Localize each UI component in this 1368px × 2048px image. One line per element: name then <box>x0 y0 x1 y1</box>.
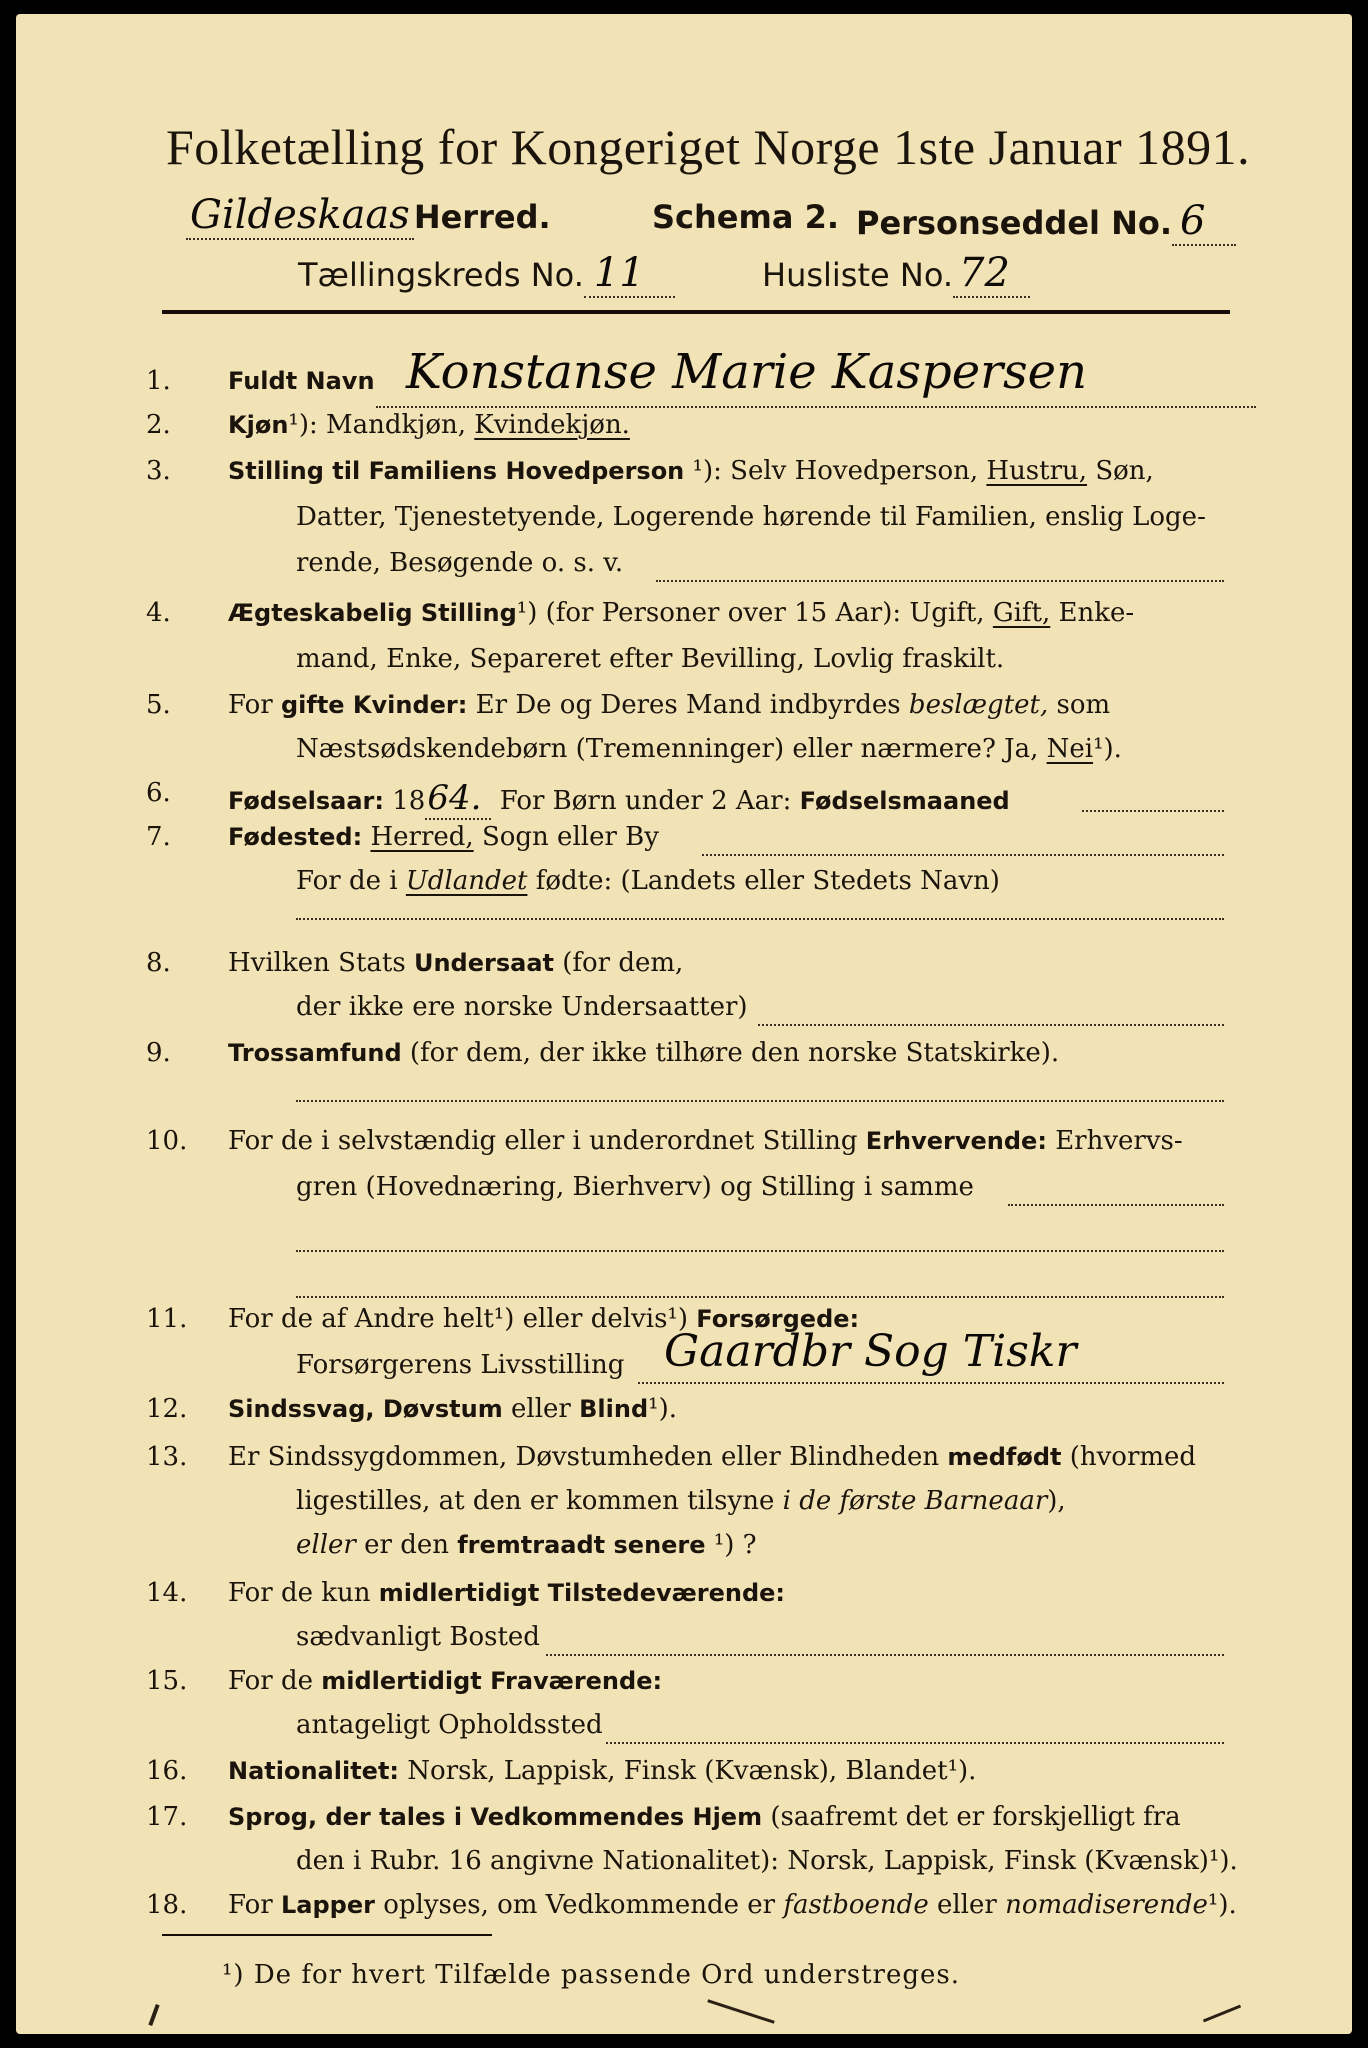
q1-dotline <box>376 406 1256 408</box>
q7-line2: For de i Udlandet fødte: (Landets eller Stedets Navn) <box>296 866 1000 896</box>
header-taellingskreds <box>298 250 675 298</box>
herred-label: Herred. <box>413 198 551 236</box>
q10-dotline-1 <box>1008 1204 1224 1206</box>
q5-line2: Næstsødskendebørn (Tremenninger) eller nærmere? Ja, Nei¹). <box>296 734 1122 764</box>
q10-number: 10. <box>146 1126 188 1156</box>
personseddel-value: 6 <box>1172 198 1235 246</box>
husliste-value: 72 <box>953 250 1030 298</box>
header-divider <box>162 310 1230 314</box>
q3-line3: rende, Besøgende o. s. v. <box>296 548 624 578</box>
husliste-label: Husliste No. <box>762 256 953 294</box>
q4-line1: Ægteskabelig Stilling¹) (for Personer over 15 Aar): Ugift, Gift, Enke- <box>228 598 1135 628</box>
q12-number: 12. <box>146 1394 188 1424</box>
q6-dotline <box>1082 810 1224 812</box>
q4-line2: mand, Enke, Separeret efter Bevilling, Lovlig fraskilt. <box>296 644 1005 674</box>
q3-number: 3. <box>146 456 171 486</box>
pen-mark-right <box>1203 2005 1241 2023</box>
q8-line2: der ikke ere norske Undersaatter) <box>296 992 748 1022</box>
footnote: ¹) De for hvert Tilfælde passende Ord understreges. <box>222 1960 961 1990</box>
q14-line2: sædvanligt Bosted <box>296 1622 540 1652</box>
q7-dotline-1 <box>702 854 1224 856</box>
q6-line: Fødselsaar: 1864. For Børn under 2 Aar: Fødselsmaaned <box>228 778 1010 818</box>
header-husliste <box>762 250 1030 298</box>
q3-line2: Datter, Tjenestetyende, Logerende hørende til Familien, enslig Loge- <box>296 502 1206 532</box>
q7-number: 7. <box>146 822 171 852</box>
q7-dotline-2 <box>296 918 1224 920</box>
q18-number: 18. <box>146 1890 188 1920</box>
q4-number: 4. <box>146 598 171 628</box>
q1-label: Fuldt Navn <box>228 367 375 395</box>
census-form-page <box>16 14 1352 2034</box>
q10-dotline-3 <box>296 1296 1224 1298</box>
q13-number: 13. <box>146 1442 188 1472</box>
q1-name-value: Konstanse Marie Kaspersen <box>406 344 1087 400</box>
q16-number: 16. <box>146 1756 188 1786</box>
pen-mark-left <box>148 2004 159 2026</box>
q5-line1: For gifte Kvinder: Er De og Deres Mand indbyrdes beslægtet, som <box>228 690 1111 720</box>
q8-number: 8. <box>146 948 171 978</box>
q17-number: 17. <box>146 1802 188 1832</box>
q15-number: 15. <box>146 1666 188 1696</box>
q3-dotline <box>656 580 1224 582</box>
q11-line2: Forsørgerens Livsstilling <box>296 1350 625 1380</box>
q10-line2: gren (Hovednæring, Bierhverv) og Stilling i samme <box>296 1172 974 1202</box>
q9-line: Trossamfund (for dem, der ikke tilhøre den norske Statskirke). <box>228 1038 1060 1068</box>
birth-year-value: 64. <box>425 778 491 820</box>
q9-dotline <box>296 1100 1224 1102</box>
taellingskreds-value: 11 <box>584 250 675 298</box>
q14-number: 14. <box>146 1578 188 1608</box>
q13-line2: ligestilles, at den er kommen tilsyne i de første Barneaar), <box>296 1486 1066 1516</box>
q2-text: Kjøn¹): Mandkjøn, Kvindekjøn. <box>228 410 630 440</box>
q16-line: Nationalitet: Norsk, Lappisk, Finsk (Kvænsk), Blandet¹). <box>228 1756 977 1786</box>
q11-number: 11. <box>146 1304 188 1334</box>
schema-label: Schema 2. <box>652 198 839 236</box>
q11-provider-value: Gaardbr Sog Tiskr <box>664 1326 1077 1377</box>
q11-line1: For de af Andre helt¹) eller delvis¹) Forsørgede: <box>228 1304 860 1334</box>
header-line-herred <box>186 192 551 240</box>
q10-line1: For de i selvstændig eller i underordnet Stilling Erhvervende: Erhvervs- <box>228 1126 1183 1156</box>
q7-line1: Fødested: Herred, Sogn eller By <box>228 822 659 852</box>
taellingskreds-label: Tællingskreds No. <box>298 256 584 294</box>
q8-dotline <box>758 1024 1224 1026</box>
q3-line1: Stilling til Familiens Hovedperson ¹): Selv Hovedperson, Hustru, Søn, <box>228 456 1154 486</box>
footnote-divider <box>162 1934 492 1936</box>
q15-dotline <box>606 1742 1224 1744</box>
q18-line: For Lapper oplyses, om Vedkommende er fastboende eller nomadiserende¹). <box>228 1890 1237 1920</box>
q5-number: 5. <box>146 690 171 720</box>
header-personseddel <box>856 198 1236 246</box>
q1-number: 1. <box>146 366 171 396</box>
pen-mark-center <box>707 1999 775 2023</box>
q13-line3: eller er den fremtraadt senere ¹) ? <box>296 1530 757 1560</box>
q10-dotline-2 <box>296 1250 1224 1252</box>
q2-number: 2. <box>146 410 171 440</box>
q14-dotline <box>546 1654 1224 1656</box>
q13-line1: Er Sindssygdommen, Døvstumheden eller Blindheden medfødt (hvormed <box>228 1442 1197 1472</box>
herred-value: Gildeskaas <box>186 192 414 240</box>
q17-line2: den i Rubr. 16 angivne Nationalitet): Norsk, Lappisk, Finsk (Kvænsk)¹). <box>296 1846 1238 1876</box>
q9-number: 9. <box>146 1038 171 1068</box>
q15-line2: antageligt Opholdssted <box>296 1710 603 1740</box>
form-title: Folketælling for Kongeriget Norge 1ste Januar 1891. <box>166 119 1251 175</box>
q8-line1: Hvilken Stats Undersaat (for dem, <box>228 948 684 978</box>
q14-line1: For de kun midlertidigt Tilstedeværende: <box>228 1578 786 1608</box>
q11-dotline <box>638 1382 1224 1384</box>
q6-number: 6. <box>146 778 171 808</box>
q12-line: Sindssvag, Døvstum eller Blind¹). <box>228 1394 677 1424</box>
personseddel-label: Personseddel No. <box>856 204 1173 242</box>
q17-line1: Sprog, der tales i Vedkommendes Hjem (saafremt det er forskjelligt fra <box>228 1802 1181 1832</box>
q15-line1: For de midlertidigt Fraværende: <box>228 1666 663 1696</box>
